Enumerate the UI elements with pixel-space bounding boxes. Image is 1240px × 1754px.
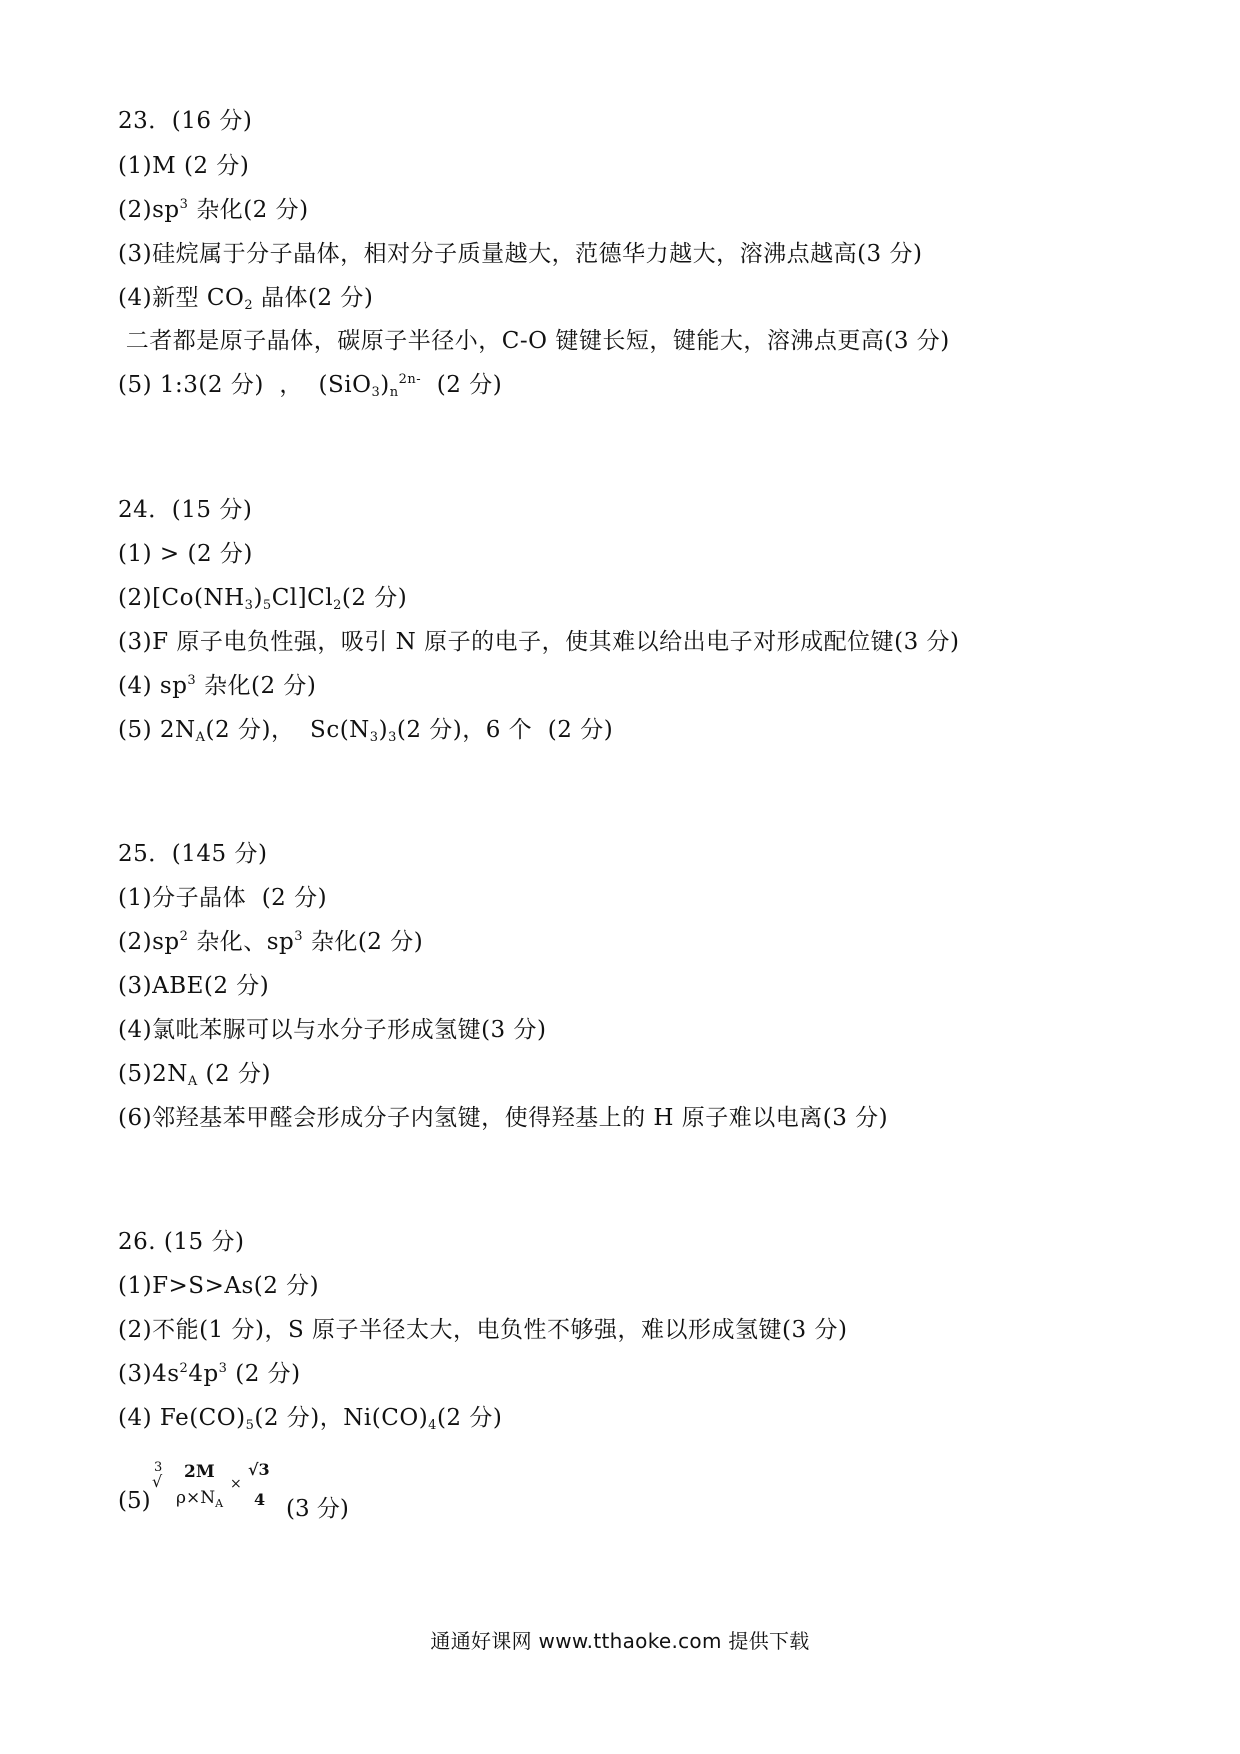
q26-answer-1: (1)F>S>As(2 分) <box>118 1273 320 1299</box>
q24-header: 24．(15 分) <box>118 497 253 523</box>
q25-answer-3: (3)ABE(2 分) <box>118 973 270 999</box>
q24-answer-4: (4) $sp^3$ 杂化(2 分) <box>118 673 317 699</box>
q26-answer-2: (2)不能(1 分)，S 原子半径太大，电负性不够强，难以形成氢键(3 分) <box>118 1317 848 1343</box>
q26-answer-4: (4) $Fe(CO)_5(2$ 分)，$Ni(CO)_4(2$ 分) <box>118 1405 503 1433</box>
formula-label: (5) <box>118 1488 151 1514</box>
formula-four: 4 <box>254 1490 266 1509</box>
formula-denominator: $\rho\times N_A$ <box>176 1488 224 1510</box>
cube-root-index: 3 <box>154 1460 163 1475</box>
q23-answer-5: (5) 1:3(2 分) ， $(SiO_3)_n^{2n-}$ (2 分) <box>118 372 503 400</box>
q25-answer-4: (4)氯吡苯脲可以与水分子形成氢键(3 分) <box>118 1017 547 1043</box>
q26-header: 26. (15 分) <box>118 1229 245 1255</box>
q24-answer-2: $(2)[Co(NH_3)_5Cl]Cl_2(2$ 分) <box>118 585 408 613</box>
q23-answer-4: (4)新型 $CO_2$ 晶体(2 分) <box>118 285 374 313</box>
q25-answer-5: $(5)2N_A$ (2 分) <box>118 1061 271 1089</box>
formula-score: (3 分) <box>286 1496 349 1522</box>
q25-answer-2: $(2)sp^2$ 杂化、$sp^3$ 杂化(2 分) <box>118 929 424 955</box>
q24-answer-5: (5) $2N_A(2$ 分)， $Sc(N_3)_3(2$ 分)，6 个 (2 分) <box>118 717 614 745</box>
q23-header: 23．(16 分) <box>118 108 253 134</box>
q26-answer-5-formula <box>118 1460 578 1540</box>
q23-answer-1: (1)M (2 分) <box>118 153 250 179</box>
q24-answer-1: (1) > (2 分) <box>118 541 253 567</box>
q25-header: 25．(145 分) <box>118 841 268 867</box>
q25-answer-1: (1)分子晶体 (2 分) <box>118 885 328 911</box>
radical-sign: √ <box>152 1472 163 1491</box>
q23-answer-4-explanation: 二者都是原子晶体，碳原子半径小，C-O 键键长短，键能大，溶沸点更高(3 分) <box>118 328 950 354</box>
page-footer: 通通好课网 www.tthaoke.com 提供下载 <box>430 1629 810 1653</box>
q24-answer-3: (3)F 原子电负性强，吸引 N 原子的电子，使其难以给出电子对形成配位键(3 分) <box>118 629 960 655</box>
formula-numerator: 2M <box>184 1462 215 1482</box>
q23-answer-2: $(2)sp^3$ 杂化(2 分) <box>118 197 309 223</box>
q25-answer-6: (6)邻羟基苯甲醛会形成分子内氢键，使得羟基上的 H 原子难以电离(3 分) <box>118 1105 889 1131</box>
q26-answer-3: $(3)4s^24p^3$ (2 分) <box>118 1361 301 1387</box>
q23-answer-3: (3)硅烷属于分子晶体，相对分子质量越大，范德华力越大，溶沸点越高(3 分) <box>118 241 923 267</box>
sqrt-three: √3 <box>248 1460 270 1479</box>
times-sign: × <box>230 1476 242 1492</box>
